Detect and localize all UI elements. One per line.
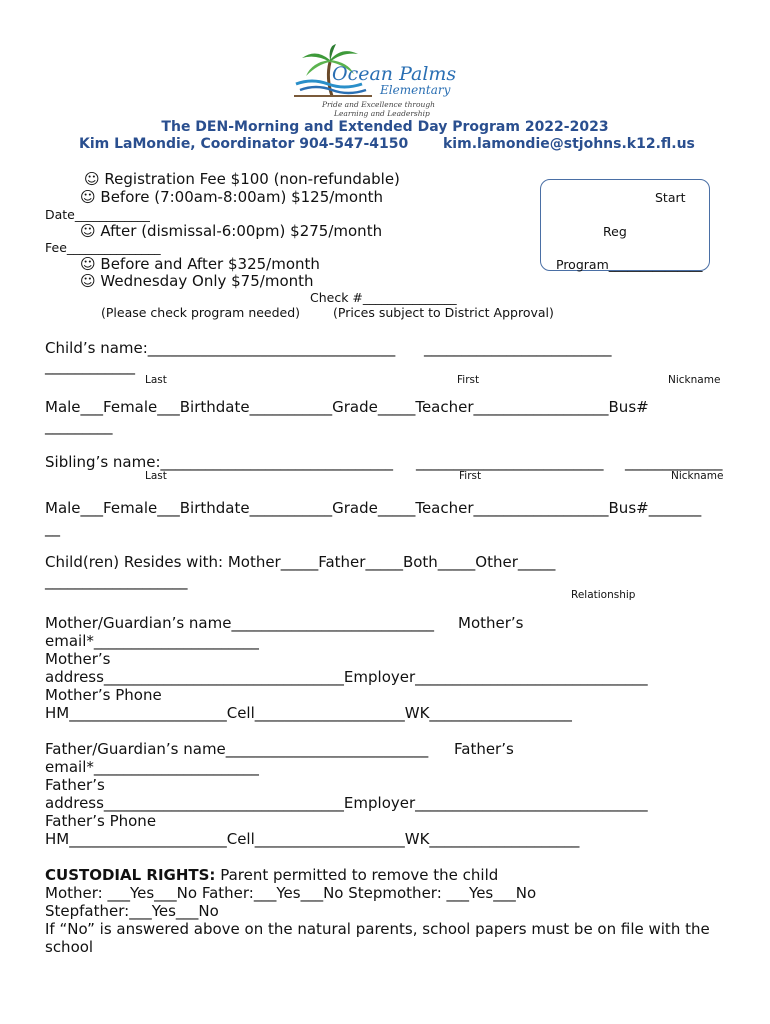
logo-tagline-1: Pride and Excellence through (322, 100, 435, 109)
label-last: Last (145, 374, 167, 386)
start-date-field[interactable]: Date____________ (45, 207, 150, 222)
mother-email-label: Mother’s (458, 614, 524, 632)
label-first: First (459, 470, 482, 482)
mother-name-field[interactable]: Mother/Guardian’s name___________________________ (45, 614, 434, 632)
option-after: ☺ After (dismissal-6:00pm) $275/month (80, 222, 383, 240)
logo-tagline-2: Learning and Leadership (334, 109, 430, 118)
sibling-bus-field[interactable]: __ (45, 519, 60, 537)
sibling-name-field[interactable]: Sibling’s name:_______________________________ (45, 453, 394, 471)
label-nickname: Nickname (668, 374, 721, 386)
office-start-label: Start (655, 190, 686, 205)
resides-with-fields[interactable]: Child(ren) Resides with: Mother_____Father_____Both_____Other_____ (45, 553, 556, 571)
child-bus-field[interactable]: _________ (45, 417, 113, 435)
father-phone-fields[interactable]: HM_____________________Cell____________________WK____________________ (45, 830, 580, 848)
mother-address-label: Mother’s (45, 650, 111, 668)
office-program-field[interactable]: Program_______________ (556, 257, 703, 272)
father-phone-label: Father’s Phone (45, 812, 157, 830)
note-check-program: (Please check program needed) (101, 305, 301, 320)
child-details-fields[interactable]: Male___Female___Birthdate___________Grade_____Teacher__________________Bus# (45, 398, 649, 416)
form-title: The DEN-Morning and Extended Day Program 2022-2023 (161, 119, 609, 135)
coordinator-email: kim.lamondie@stjohns.k12.fl.us (443, 136, 695, 152)
father-email-label: Father’s (454, 740, 514, 758)
logo-sub: Elementary (380, 83, 451, 97)
custody-note-cont: school (45, 938, 94, 956)
mother-email-field[interactable]: email*______________________ (45, 632, 259, 650)
father-address-employer-fields[interactable]: address________________________________Employer_______________________________ (45, 794, 648, 812)
sibling-nickname-field[interactable]: _____________ (625, 453, 723, 471)
label-relationship: Relationship (571, 589, 636, 601)
label-nickname: Nickname (671, 470, 724, 482)
option-before-after: ☺ Before and After $325/month (80, 255, 320, 273)
fee-field[interactable]: Fee_______________ (45, 240, 161, 255)
label-first: First (457, 374, 480, 386)
father-email-field[interactable]: email*______________________ (45, 758, 259, 776)
father-name-field[interactable]: Father/Guardian’s name___________________________ (45, 740, 429, 758)
office-reg-label: Reg (603, 224, 627, 239)
custodial-rights-text: Parent permitted to remove the child (215, 866, 499, 884)
custody-stepfather-field[interactable]: Stepfather:___Yes___No (45, 902, 219, 920)
sibling-details-fields[interactable]: Male___Female___Birthdate___________Grade_____Teacher__________________Bus#_______ (45, 499, 702, 517)
child-name-field[interactable]: Child’s name:_________________________________ (45, 339, 396, 357)
mother-phone-label: Mother’s Phone (45, 686, 162, 704)
child-first-name-field[interactable]: _________________________ (424, 339, 612, 357)
custodial-rights-heading: CUSTODIAL RIGHTS: (45, 866, 216, 884)
custody-parents-fields[interactable]: Mother: ___Yes___No Father:___Yes___No Stepmother: ___Yes___No (45, 884, 537, 902)
resides-other-field[interactable]: ___________________ (45, 572, 188, 590)
check-number-field[interactable]: Check #_______________ (310, 290, 457, 305)
logo-name: Ocean Palms (332, 63, 457, 85)
mother-phone-fields[interactable]: HM_____________________Cell____________________WK___________________ (45, 704, 572, 722)
option-wednesday: ☺ Wednesday Only $75/month (80, 272, 314, 290)
school-logo (292, 44, 482, 119)
custodial-rights-line (45, 866, 498, 884)
custody-note: If “No” is answered above on the natural parents, school papers must be on file with the (45, 920, 710, 938)
sibling-first-name-field[interactable]: _________________________ (416, 453, 604, 471)
label-last: Last (145, 470, 167, 482)
mother-address-employer-fields[interactable]: address________________________________Employer_______________________________ (45, 668, 648, 686)
child-nickname-field[interactable]: ____________ (45, 357, 135, 375)
father-address-label: Father’s (45, 776, 105, 794)
note-prices: (Prices subject to District Approval) (333, 305, 554, 320)
option-before: ☺ Before (7:00am-8:00am) $125/month (80, 188, 383, 206)
coordinator-info: Kim LaMondie, Coordinator 904-547-4150 (79, 136, 409, 152)
option-registration-fee: ☺ Registration Fee $100 (non-refundable) (84, 170, 400, 188)
